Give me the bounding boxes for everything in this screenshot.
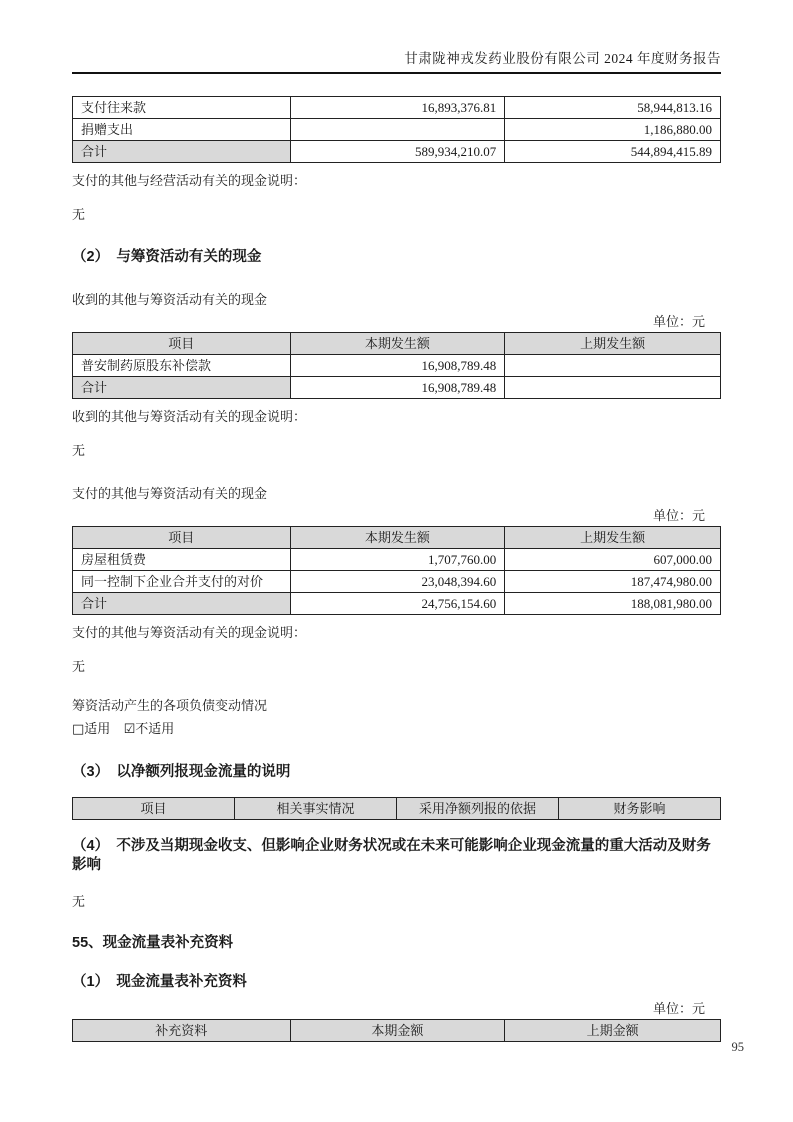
prior-amount-cell <box>505 377 721 399</box>
table-row <box>73 97 721 119</box>
paid-note-caption: 支付的其他与筹资活动有关的现金说明： <box>72 625 307 640</box>
unit-label: 单位：元 <box>652 1001 705 1016</box>
section2-heading: （2） 与筹资活动有关的现金 <box>72 249 262 265</box>
total-label-cell: 合计 <box>73 377 291 399</box>
operating-cash-table <box>72 96 721 163</box>
item-cell: 房屋租赁费 <box>73 549 291 571</box>
total-row <box>73 593 721 615</box>
unit-label: 单位：元 <box>652 508 705 523</box>
column-header: 本期发生额 <box>290 333 505 355</box>
header-row <box>73 1020 721 1042</box>
total-label-cell: 合计 <box>73 141 291 163</box>
current-amount-cell: 23,048,394.60 <box>290 571 505 593</box>
current-amount-cell: 16,893,376.81 <box>290 97 505 119</box>
paid-caption: 支付的其他与筹资活动有关的现金 <box>72 486 268 501</box>
column-header: 项目 <box>73 333 291 355</box>
prior-amount-cell: 607,000.00 <box>505 549 721 571</box>
section4-value: 无 <box>72 894 86 909</box>
current-amount-cell: 589,934,210.07 <box>290 141 505 163</box>
section55-1-heading: （1） 现金流量表补充资料 <box>72 974 247 990</box>
paid-note-value: 无 <box>72 659 86 674</box>
operating-note-caption: 支付的其他与经营活动有关的现金说明： <box>72 173 307 188</box>
header-row <box>73 798 721 820</box>
received-financing-table <box>72 332 721 399</box>
net-presentation-table <box>72 797 721 820</box>
column-header: 本期发生额 <box>290 527 505 549</box>
current-amount-cell: 1,707,760.00 <box>290 549 505 571</box>
page-number: 95 <box>731 1040 744 1054</box>
column-header: 财务影响 <box>559 798 721 820</box>
table-row <box>73 549 721 571</box>
checkbox-unchecked-icon: □ <box>72 722 85 737</box>
column-header: 上期发生额 <box>505 333 721 355</box>
unit-label: 单位：元 <box>652 314 705 329</box>
column-header: 上期金额 <box>505 1020 721 1042</box>
current-amount-cell: 24,756,154.60 <box>290 593 505 615</box>
report-title: 甘肃陇神戎发药业股份有限公司 2024 年度财务报告 <box>404 51 721 66</box>
operating-note-value: 无 <box>72 207 86 222</box>
total-label-cell: 合计 <box>73 593 291 615</box>
applicability-line <box>72 720 721 739</box>
checkbox-not-applicable <box>124 721 175 736</box>
paid-financing-table <box>72 526 721 615</box>
section4-heading: （4） 不涉及当期现金收支、但影响企业财务状况或在未来可能影响企业现金流量的重大活动及财务影响 <box>72 838 711 873</box>
page-header <box>72 0 721 74</box>
prior-amount-cell: 187,474,980.00 <box>505 571 721 593</box>
column-header: 项目 <box>73 527 291 549</box>
prior-amount-cell <box>505 355 721 377</box>
header-row <box>73 333 721 355</box>
section55-heading: 55、现金流量表补充资料 <box>72 935 234 951</box>
current-amount-cell: 16,908,789.48 <box>290 377 505 399</box>
column-header: 上期发生额 <box>505 527 721 549</box>
column-header: 相关事实情况 <box>235 798 397 820</box>
prior-amount-cell: 188,081,980.00 <box>505 593 721 615</box>
column-header: 补充资料 <box>73 1020 291 1042</box>
checkbox-not-applicable-label: 不适用 <box>135 721 175 736</box>
received-caption: 收到的其他与筹资活动有关的现金 <box>72 292 268 307</box>
header-row <box>73 527 721 549</box>
total-row <box>73 141 721 163</box>
table-row <box>73 119 721 141</box>
column-header: 采用净额列报的依据 <box>397 798 559 820</box>
received-note-caption: 收到的其他与筹资活动有关的现金说明： <box>72 409 307 424</box>
section3-heading: （3） 以净额列报现金流量的说明 <box>72 764 291 780</box>
checkbox-applicable-label: 适用 <box>84 721 111 736</box>
item-cell: 普安制药原股东补偿款 <box>73 355 291 377</box>
liabilities-caption: 筹资活动产生的各项负债变动情况 <box>72 698 268 713</box>
item-cell: 捐赠支出 <box>73 119 291 141</box>
current-amount-cell: 16,908,789.48 <box>290 355 505 377</box>
total-row <box>73 377 721 399</box>
item-cell: 同一控制下企业合并支付的对价 <box>73 571 291 593</box>
prior-amount-cell: 544,894,415.89 <box>505 141 721 163</box>
item-cell: 支付往来款 <box>73 97 291 119</box>
checkbox-checked-icon: ☑ <box>123 722 136 737</box>
table-row <box>73 571 721 593</box>
column-header: 项目 <box>73 798 235 820</box>
prior-amount-cell: 58,944,813.16 <box>505 97 721 119</box>
supplement-table <box>72 1019 721 1042</box>
column-header: 本期金额 <box>290 1020 505 1042</box>
prior-amount-cell: 1,186,880.00 <box>505 119 721 141</box>
table-row <box>73 355 721 377</box>
received-note-value: 无 <box>72 443 86 458</box>
current-amount-cell <box>290 119 505 141</box>
checkbox-applicable <box>72 721 110 736</box>
